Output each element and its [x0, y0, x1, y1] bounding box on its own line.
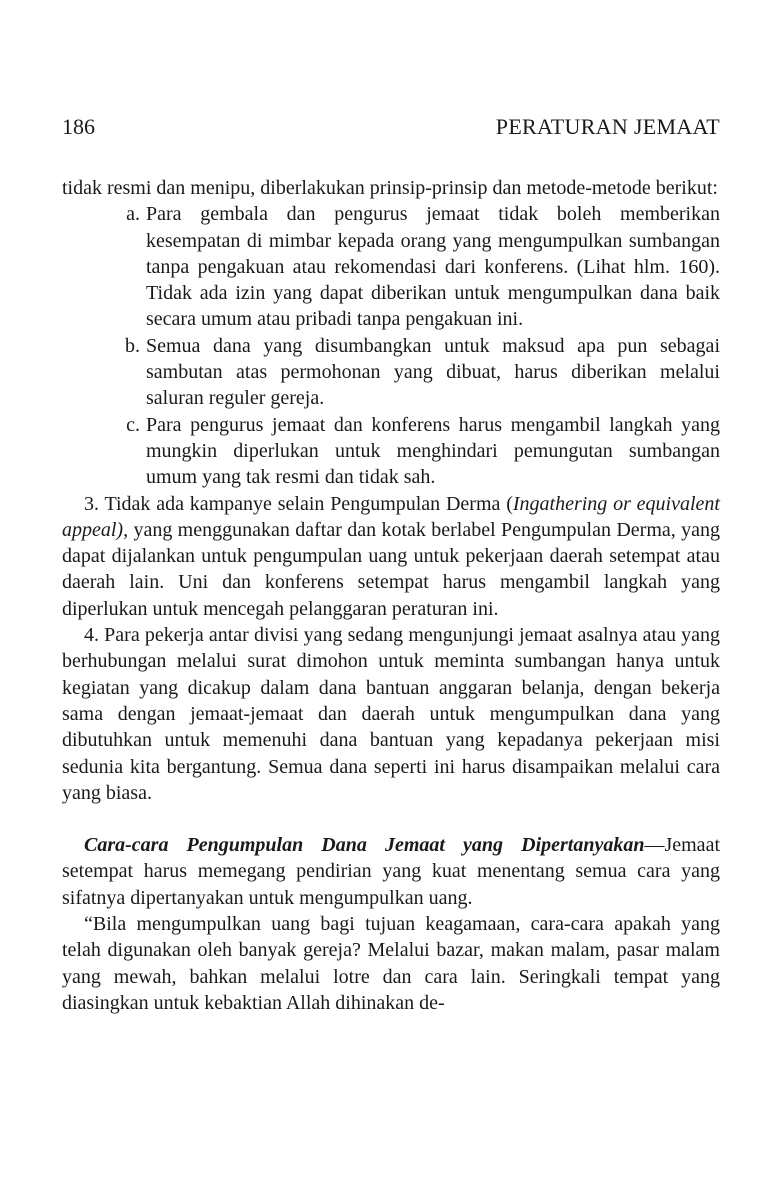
page-body: [62, 175, 720, 1016]
list-item-text: Para pengurus jemaat dan konferens harus mengambil langkah yang mungkin diperlukan untuk menghindari pemungutan sumbangan umum yang tak resmi dan tidak sah.: [146, 413, 720, 489]
list-item-text: Semua dana yang disumbangkan untuk maksud apa pun sebagai sambutan atas permohonan yang dibuat, harus diberikan melalui saluran reguler gereja.: [146, 334, 720, 410]
page-header: [62, 112, 720, 142]
paragraph-3-end: yang menggunakan daftar dan kotak berlabel Pengumpulan Derma, yang dapat dijalankan untuk pengumpulan uang untuk pekerjaan daerah setempat atau daerah lain. Uni dan konferens setempat harus mengambil langkah yang diperlukan untuk mencegah pelanggaran peraturan ini.: [62, 518, 720, 620]
intro-paragraph: tidak resmi dan menipu, diberlakukan prinsip-prinsip dan metode-metode berikut:: [62, 177, 718, 199]
paragraph-3: [62, 491, 720, 622]
page-number: 186: [62, 114, 95, 139]
section-text: —Jemaat setempat harus memegang pendirian yang kuat menentang semua cara yang sifatnya dipertanyakan untuk mengumpulkan uang.: [62, 834, 720, 909]
section-heading: Cara-cara Pengumpulan Dana Jemaat yang Dipertanyakan: [84, 834, 645, 857]
running-title: PERATURAN JEMAAT: [495, 114, 720, 139]
list-marker: c.: [126, 413, 140, 436]
paragraph-4: 4. Para pekerja antar divisi yang sedang mengunjungi jemaat asalnya atau yang berhubungan melalui surat dimohon untuk meminta sumbangan hanya untuk kegiatan yang dicakup dalam dana bantuan anggaran belanja, dengan bekerja sama dengan jemaat-jemaat dan daerah untuk mengumpulkan dana yang dibutuhkan untuk memenuhi dana bantuan yang kepadanya pekerjaan misi sedunia kita bergantung. Semua dana seperti ini harus disampaikan melalui cara yang biasa.: [62, 624, 720, 804]
list-marker: b.: [125, 334, 140, 357]
rule-list: [62, 201, 720, 490]
quote-paragraph: “Bila mengumpulkan uang bagi tujuan keagamaan, cara-cara apakah yang telah digunakan oleh banyak gereja? Melalui bazar, makan malam, pasar malam yang mewah, bahkan melalui lotre dan cara lain. Seringkali tempat yang diasingkan untuk kebaktian Allah dihinakan de-: [62, 913, 720, 1014]
list-item-text: Para gembala dan pengurus jemaat tidak boleh memberikan kesempatan di mimbar kepada orang yang mengumpulkan sumbangan tanpa pengakuan atau rekomendasi dari konferens. (Lihat hlm. 160). Tidak ada izin yang dapat diberikan untuk mengumpulkan dana baik secara umum atau pribadi tanpa pengakuan ini.: [146, 203, 720, 331]
paragraph-3-start: 3. Tidak ada kampanye selain Pengumpulan Derma (: [84, 492, 513, 515]
list-item: [62, 333, 720, 412]
paragraph-3-italic: Ingathering or equivalent appeal),: [62, 492, 720, 541]
section-gap: [62, 806, 720, 832]
list-marker: a.: [126, 203, 140, 226]
list-item: [62, 201, 720, 332]
section-paragraph: [62, 832, 720, 911]
list-item: [62, 412, 720, 491]
